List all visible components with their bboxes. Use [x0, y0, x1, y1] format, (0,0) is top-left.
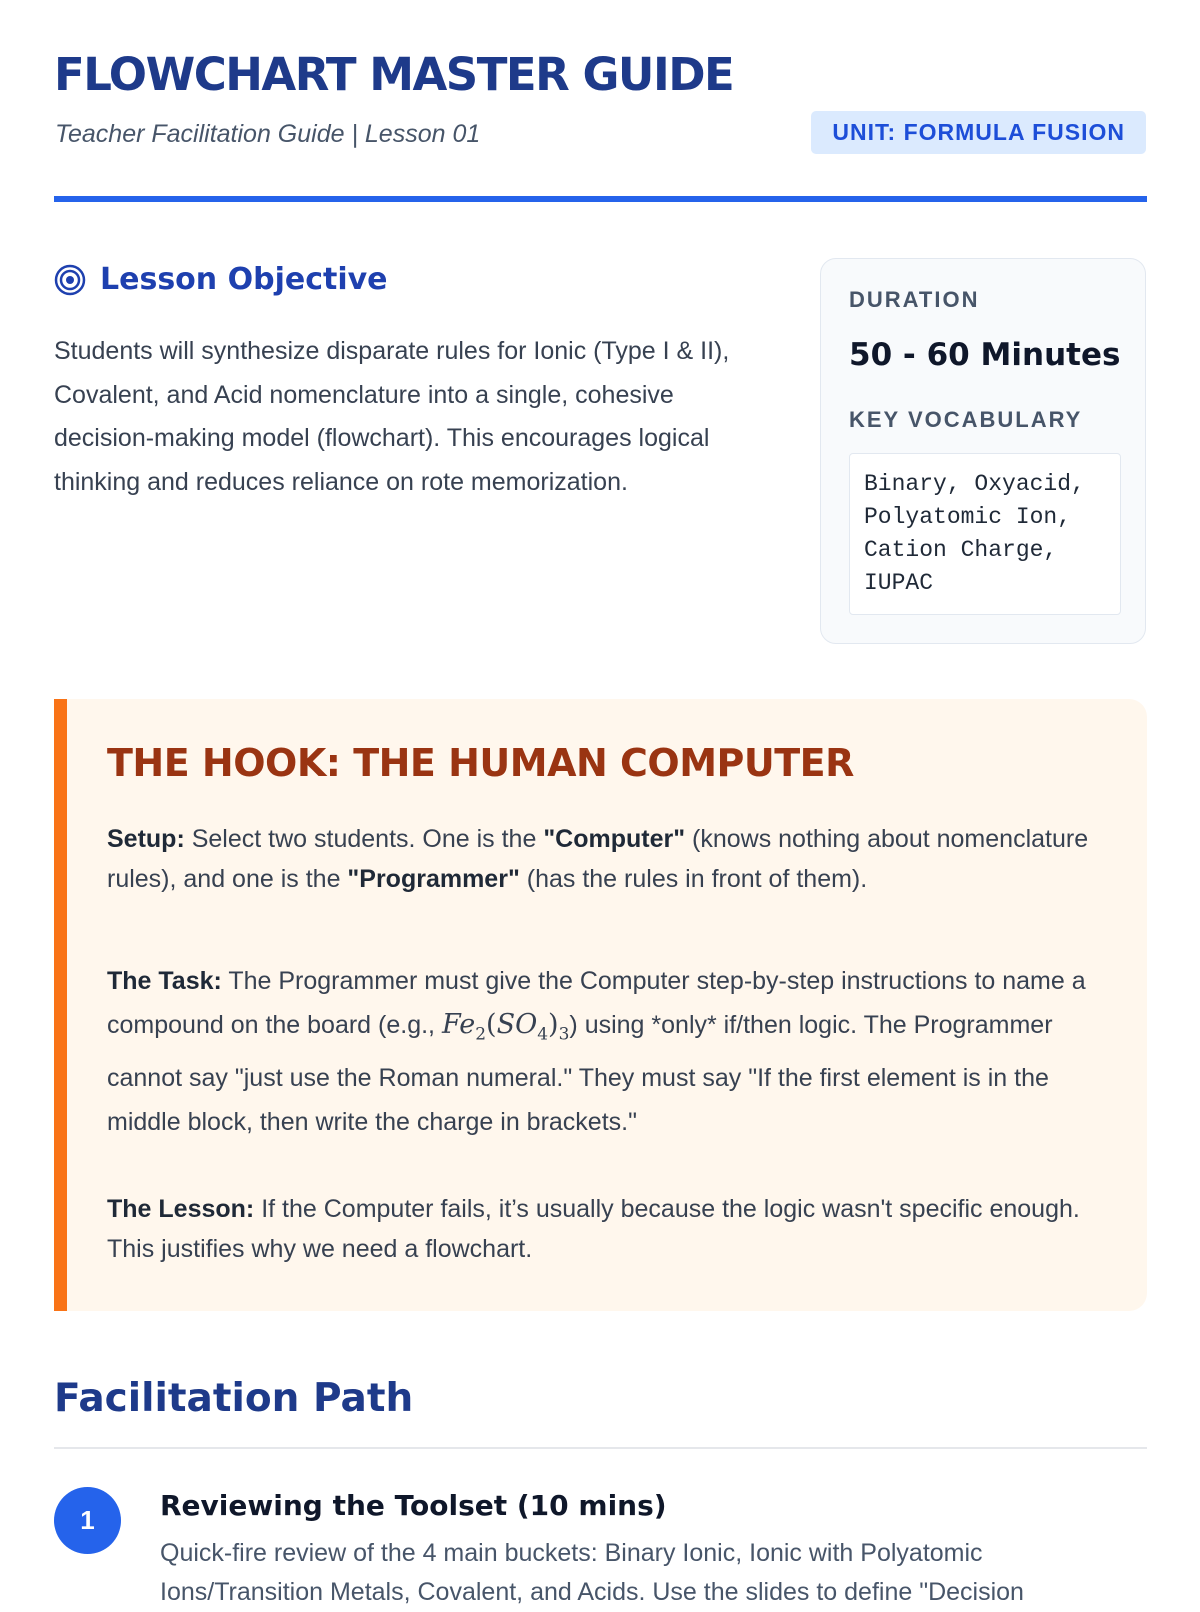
target-icon	[54, 264, 86, 296]
hook-title: THE HOOK: THE HUMAN COMPUTER	[107, 741, 854, 785]
duration-value: 50 - 60 Minutes	[849, 337, 1121, 373]
hook-callout	[54, 699, 1147, 1311]
computer-role: "Computer"	[543, 825, 686, 853]
step-title: Reviewing the Toolset (10 mins)	[160, 1489, 667, 1522]
formula-element: Fe	[441, 1009, 476, 1040]
formula-paren: (	[486, 1009, 497, 1040]
vocabulary-list: Binary, Oxyacid, Polyatomic Ion, Cation Charge, IUPAC	[849, 453, 1121, 615]
setup-text: (has the rules in front of them).	[519, 865, 868, 893]
hook-task-paragraph	[107, 959, 1117, 1144]
lesson-label: The Lesson:	[107, 1195, 255, 1223]
unit-badge: UNIT: FORMULA FUSION	[811, 111, 1146, 154]
setup-text: (knows nothing about nomenclature rules), and one is the	[107, 825, 1089, 893]
formula-subscript: 2	[475, 1024, 487, 1045]
vocabulary-label: KEY VOCABULARY	[849, 407, 1083, 432]
objective-heading	[54, 262, 388, 297]
setup-label: Setup:	[107, 825, 185, 853]
duration-label: DURATION	[849, 287, 980, 312]
formula-element: SO	[496, 1009, 538, 1040]
programmer-role: "Programmer"	[347, 865, 520, 893]
facilitation-heading: Facilitation Path	[54, 1376, 414, 1421]
task-text: The Programmer must give the Computer step-by-step instructions to name a compound on the board (e.g.,	[107, 967, 1086, 1039]
formula-subscript: 4	[537, 1024, 549, 1045]
formula-paren: )	[548, 1009, 559, 1040]
chemical-formula	[441, 1009, 570, 1045]
page-subtitle: Teacher Facilitation Guide | Lesson 01	[55, 120, 481, 148]
page-title: FLOWCHART MASTER GUIDE	[54, 48, 734, 101]
header-divider	[54, 196, 1147, 202]
objective-text: Students will synthesize disparate rules for Ionic (Type I & II), Covalent, and Acid nomenclature into a single, cohesive decision-making model (flowchart). This encourages logical thinking and reduces reliance on rote memorization.	[54, 337, 730, 496]
hook-lesson-paragraph	[107, 1189, 1117, 1269]
hook-setup-paragraph	[107, 819, 1117, 899]
objective-heading-label: Lesson Objective	[100, 262, 388, 297]
formula-subscript: 3	[558, 1024, 570, 1045]
task-text: ) using *only* if/then logic. The Programmer cannot say "just use the Roman numeral." They must say "If the first element is in the middle block, then write the charge in brackets."	[107, 1011, 1053, 1137]
facilitation-divider	[54, 1447, 1147, 1449]
task-label: The Task:	[107, 967, 222, 995]
step-description: Quick-fire review of the 4 main buckets: Binary Ionic, Ionic with Polyatomic Ions/Transition Metals, Covalent, and Acids. Use the slides to define "Decision	[160, 1539, 1024, 1606]
lesson-text: If the Computer fails, it’s usually because the logic wasn't specific enough. This justifies why we need a flowchart.	[107, 1195, 1080, 1263]
setup-text: Select two students. One is the	[184, 825, 544, 853]
lesson-info-card	[820, 258, 1146, 644]
step-number-badge: 1	[54, 1487, 121, 1554]
